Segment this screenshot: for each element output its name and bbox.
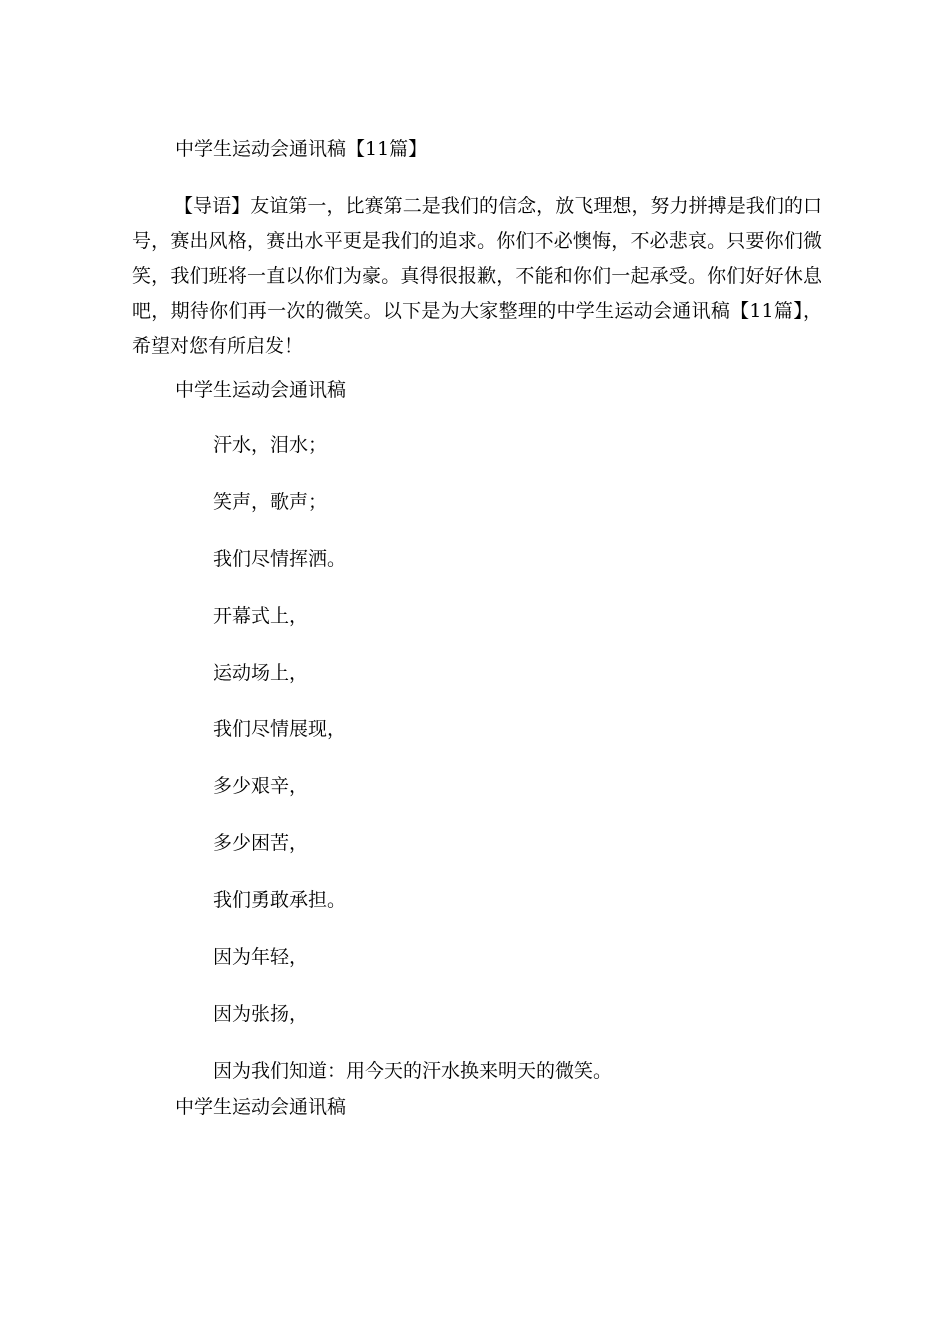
poem-line: 运动场上， xyxy=(213,661,309,684)
poem-line: 汗水，泪水； xyxy=(213,434,328,456)
poem-line: 多少困苦， xyxy=(213,832,309,855)
poem-line: 我们尽情展现， xyxy=(213,718,347,741)
poem-line: 我们尽情挥洒。 xyxy=(213,547,347,570)
document-title: 中学生运动会通讯稿【11篇】 xyxy=(175,138,428,160)
section-title-2: 中学生运动会通讯稿 xyxy=(175,1096,347,1118)
poem-line: 因为年轻， xyxy=(213,946,309,969)
poem xyxy=(213,432,612,1115)
intro-paragraph: 【导语】友谊第一，比赛第二是我们的信念，放飞理想，努力拼搏是我们的口号，赛出风格，赛出水平更是我们的追求。你们不必懊悔，不必悲哀。只要你们微笑，我们班将一直以你们为豪。真得很报歉，不能和你们一起承受。你们好好休息吧，期待你们再一次的微笑。以下是为大家整理的中学生运动会通讯稿【11篇】，希望对您有所启发！ xyxy=(132,195,822,357)
poem-line: 开幕式上， xyxy=(213,604,309,627)
poem-line: 我们勇敢承担。 xyxy=(213,889,347,912)
poem-line: 笑声，歌声； xyxy=(213,490,328,513)
poem-line: 因为我们知道：用今天的汗水换来明天的微笑。 xyxy=(213,1059,613,1082)
poem-line: 因为张扬， xyxy=(213,1002,309,1025)
section-title-1: 中学生运动会通讯稿 xyxy=(175,379,347,401)
poem-line: 多少艰辛， xyxy=(213,775,309,798)
